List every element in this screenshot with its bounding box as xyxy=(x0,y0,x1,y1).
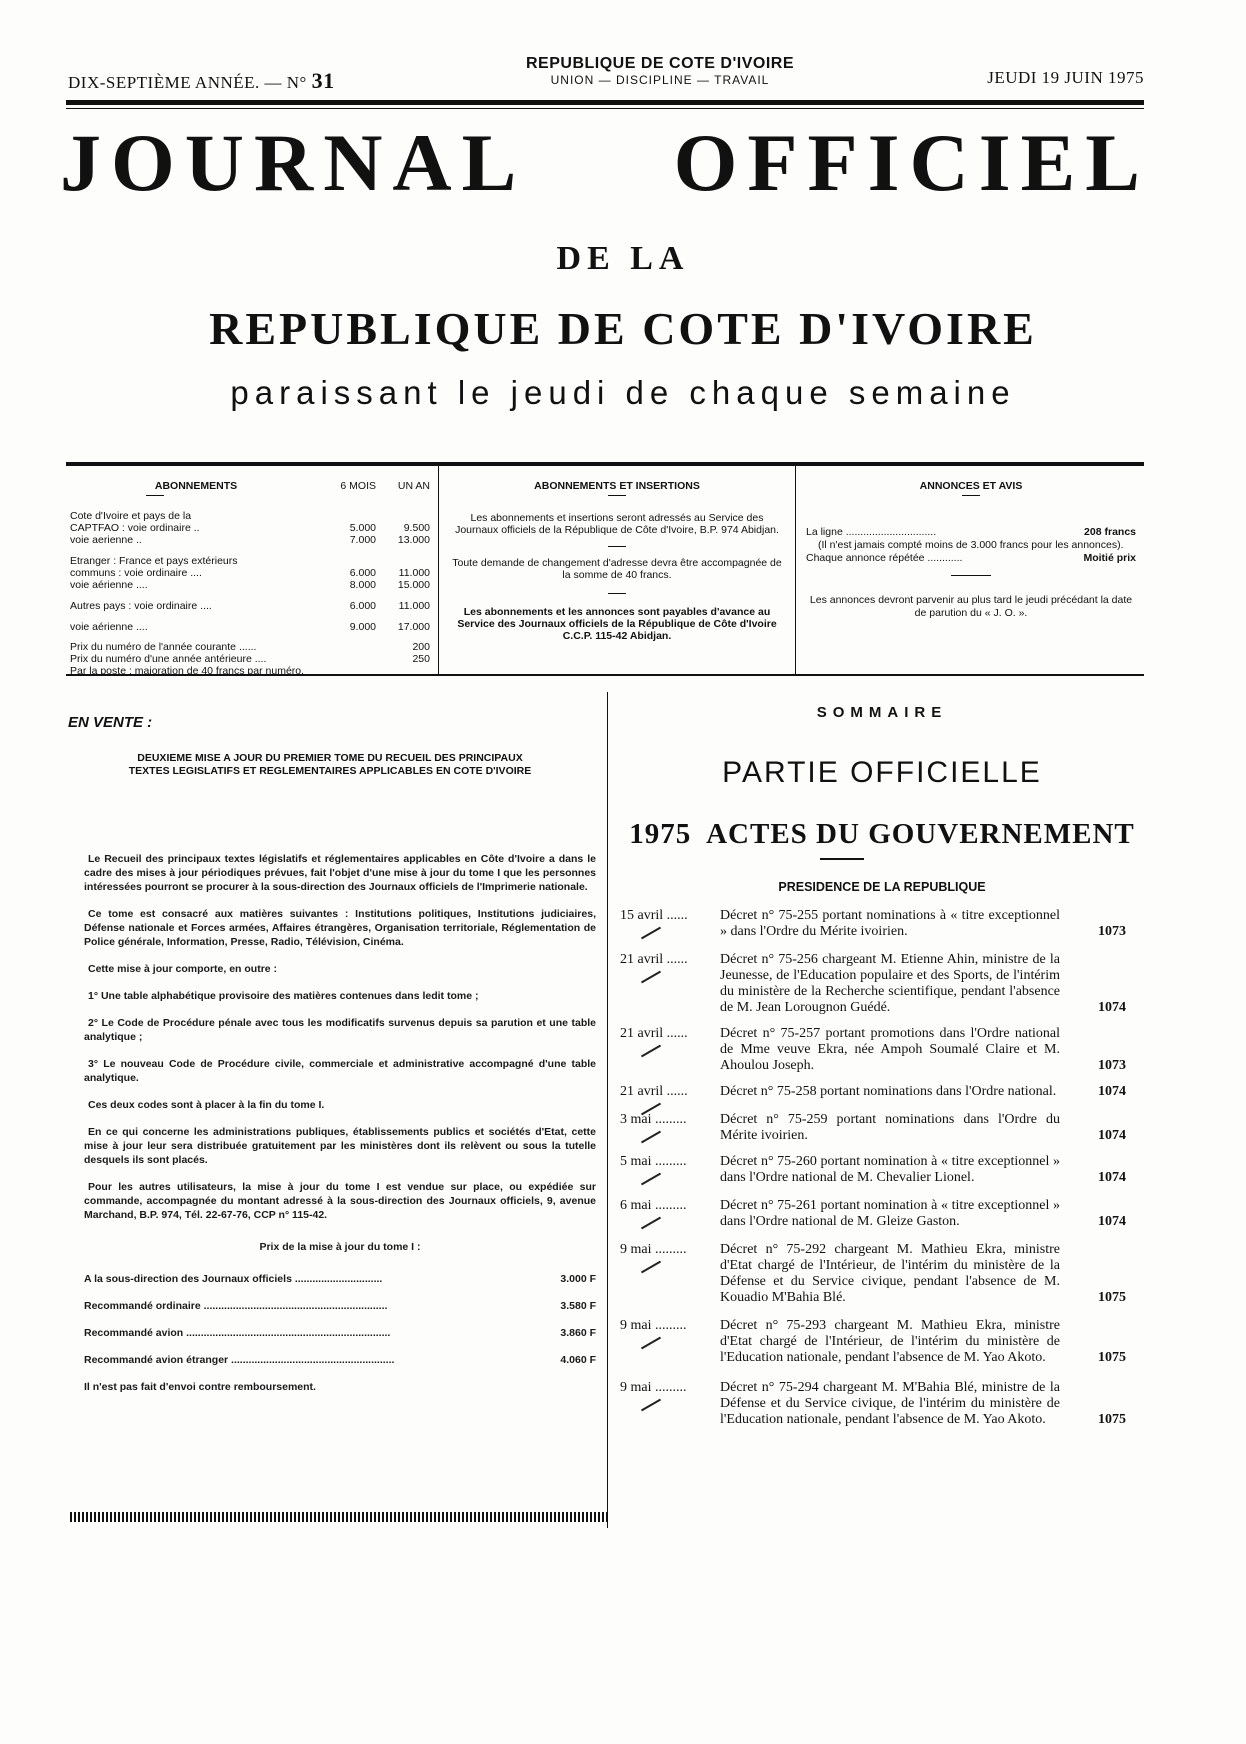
abonnements-rows xyxy=(66,510,434,633)
numero-price-value: 250 xyxy=(412,653,430,665)
abonnement-6mois: 6.000 xyxy=(349,600,376,612)
insertions-sep-2 xyxy=(608,593,626,594)
sommaire-entries xyxy=(620,908,1130,1428)
sommaire-entry xyxy=(620,1026,1130,1074)
entry-text: Décret n° 75-261 portant nomination à « titre exceptionnel » dans l'Ordre national de M. Gleize Gaston. xyxy=(720,1198,1060,1229)
entry-page: 1074 xyxy=(1098,1128,1126,1143)
en-vente-heading: DEUXIEME MISE A JOUR DU PREMIER TOME DU RECUEIL DES PRINCIPAUX TEXTES LEGISLATIFS ET REGLEMENTAIRES APPLICABLES EN COTE D'IVOIRE xyxy=(128,752,532,777)
vente-paragraph: Le Recueil des principaux textes législatifs et réglementaires applicables en Côte d'Ivoire a dans le cadre des mises à jour périodiques prévues, fait l'objet d'une mise à jour du tome I que les personnes intéressées pourront se procurer à la sous-direction des Journaux officiels de l'Imprimerie nationale. xyxy=(84,853,596,893)
entry-page: 1073 xyxy=(1098,924,1126,939)
vente-price-row xyxy=(84,1353,596,1367)
vente-price-title: Prix de la mise à jour du tome I : xyxy=(259,1241,421,1253)
entry-date: 6 mai ......... xyxy=(620,1198,687,1213)
annonces-sep xyxy=(951,575,991,576)
numero-price-row xyxy=(66,653,434,665)
masthead-title xyxy=(60,117,1150,208)
masthead-de-la: DE LA xyxy=(556,240,690,277)
vente-price-value: 3.860 F xyxy=(560,1327,596,1339)
abonnement-row xyxy=(66,534,434,546)
entry-text: Décret n° 75-293 chargeant M. Mathieu Ekra, ministre d'Etat chargé de l'Intérieur, de l'intérim du ministère de l'Education nationale, pendant l'absence de M. Yao Akoto. xyxy=(720,1318,1060,1365)
entry-page: 1075 xyxy=(1098,1290,1126,1305)
insertions-sep-1 xyxy=(608,546,626,547)
sommaire-entry xyxy=(620,1198,1130,1230)
abonnement-row xyxy=(66,579,434,591)
vente-paragraph: Pour les autres utilisateurs, la mise à jour du tome I est vendue sur place, ou expédiée sur commande, accompagnée du montant adressé à la sous-direction des Journaux officiels, 9, avenue Marchand, B.P. 974, Tél. 22-67-76, CCP n° 115-42. xyxy=(84,1181,596,1221)
abonnement-label: Cote d'Ivoire et pays de la xyxy=(70,510,192,522)
insertions-column xyxy=(438,466,796,674)
insertions-title-rule xyxy=(608,495,626,496)
abonnement-row xyxy=(66,567,434,579)
abonnement-un-an: 11.000 xyxy=(398,567,430,579)
vente-paragraph: 2° Le Code de Procédure pénale avec tous les modificatifs survenus depuis sa parution et une table analytique ; xyxy=(84,1017,596,1043)
masthead-word-officiel: OFFICIEL xyxy=(673,117,1150,208)
insertions-address: Les abonnements et insertions seront adressés au Service des Journaux officiels de la République de Côte d'Ivoire, B.P. 974 Abidjan. xyxy=(455,512,779,536)
masthead-republique: REPUBLIQUE DE COTE D'IVOIRE xyxy=(209,303,1037,354)
entry-date: 21 avril ...... xyxy=(620,1084,688,1099)
abonnement-row xyxy=(66,600,434,612)
numero-price-value: 200 xyxy=(412,641,430,653)
abonnement-6mois: 5.000 xyxy=(349,522,376,534)
edition-label: DIX-SEPTIÈME ANNÉE. — N° xyxy=(68,73,307,92)
annonces-repete-label: Chaque annonce répétée ............ xyxy=(806,552,963,564)
abonnement-6mois: 7.000 xyxy=(349,534,376,546)
entry-text: Décret n° 75-259 portant nominations dans l'Ordre du Mérite ivoirien. xyxy=(720,1112,1060,1143)
header-rule xyxy=(66,100,1144,105)
masthead-word-journal: JOURNAL xyxy=(60,117,527,208)
annonces-ligne-label: La ligne ............................... xyxy=(806,526,937,538)
republic-motto: UNION — DISCIPLINE — TRAVAIL xyxy=(550,73,770,87)
entry-page: 1073 xyxy=(1098,1058,1126,1073)
annonces-ligne-value: 208 francs xyxy=(1084,526,1136,538)
actes-title: ACTES DU GOUVERNEMENT xyxy=(706,818,1135,850)
entry-date: 9 mai ......... xyxy=(620,1318,687,1333)
annonces-ligne xyxy=(798,526,1144,539)
header-rule-thin xyxy=(66,108,1144,109)
entry-text: Décret n° 75-260 portant nomination à « titre exceptionnel » dans l'Ordre national de M. Chevalier Lionel. xyxy=(720,1154,1060,1185)
entry-page: 1074 xyxy=(1098,1214,1126,1229)
entry-page: 1075 xyxy=(1098,1350,1126,1365)
sommaire-entry xyxy=(620,1154,1130,1186)
abonnement-label: communs : voie ordinaire .... xyxy=(70,567,202,579)
abonnement-row xyxy=(66,510,434,522)
en-vente-title: EN VENTE : xyxy=(68,714,153,731)
entry-text: Décret n° 75-256 chargeant M. Etienne Ahin, ministre de la Jeunesse, de l'Education populaire et des Sports, de l'intérim du ministère de la Recherche scientifique, pendant l'absence de M. Jean Lorougnon Guédé. xyxy=(720,952,1060,1015)
vente-paragraph: 1° Une table alphabétique provisoire des matières contenues dans ledit tome ; xyxy=(88,990,479,1002)
vente-note: Il n'est pas fait d'envoi contre remboursement. xyxy=(84,1381,316,1393)
en-vente-body xyxy=(84,852,596,1394)
entry-date: 9 mai ......... xyxy=(620,1242,687,1257)
abonnement-row xyxy=(66,555,434,567)
vente-paragraph: Ces deux codes sont à placer à la fin du tome I. xyxy=(88,1099,325,1111)
vente-price-label: A la sous-direction des Journaux officiels .............................. xyxy=(84,1273,383,1285)
entry-date: 21 avril ...... xyxy=(620,952,688,967)
col-un-an: UN AN xyxy=(397,480,430,492)
issue-number: 31 xyxy=(311,68,335,93)
abonnements-prices xyxy=(66,641,434,677)
abonnement-un-an: 11.000 xyxy=(398,600,430,612)
vente-paragraph: En ce qui concerne les administrations publiques, établissements publics et sociétés d'Etat, cette mise à jour leur sera distribuée gratuitement par les ministères dont ils relèvent ou sous la tutelle desquels ils sont placés. xyxy=(84,1126,596,1166)
entry-date: 21 avril ...... xyxy=(620,1026,688,1041)
vente-price-value: 4.060 F xyxy=(560,1354,596,1366)
abonnement-6mois xyxy=(326,510,376,522)
abonnement-label: voie aérienne .... xyxy=(70,579,148,591)
abonnement-un-an: 9.500 xyxy=(403,522,430,534)
actes-underline xyxy=(820,858,864,860)
vente-price-label: Recommandé avion étranger ........................................................ xyxy=(84,1354,395,1366)
annonces-ligne-note: (Il n'est jamais compté moins de 3.000 francs pour les annonces). xyxy=(818,539,1124,551)
annonces-title: ANNONCES ET AVIS xyxy=(919,480,1023,492)
entry-text: Décret n° 75-255 portant nominations à « titre exceptionnel » dans l'Ordre du Mérite ivoirien. xyxy=(720,908,1060,939)
abonnements-column xyxy=(66,466,434,677)
sommaire-entry xyxy=(620,1318,1130,1366)
entry-text: Décret n° 75-292 chargeant M. Mathieu Ekra, ministre d'Etat chargé de l'Intérieur, de l'intérim du ministère de la Défense et du Service civique, pendant l'absence de M. Kouadio M'Bahia Blé. xyxy=(720,1242,1060,1305)
vente-price-list xyxy=(84,1272,596,1367)
entry-text: Décret n° 75-294 chargeant M. M'Bahia Blé, ministre de la Défense et du Service civique, de l'intérim du ministère de l'Education nationale, pendant l'absence de M. Yao Akoto. xyxy=(720,1380,1060,1427)
entry-page: 1075 xyxy=(1098,1412,1126,1427)
vente-paragraph: 3° Le nouveau Code de Procédure civile, commerciale et administrative accompagné d'une table analytique. xyxy=(84,1058,596,1084)
annonces-repete-value: Moitié prix xyxy=(1083,552,1136,564)
abonnement-6mois: 8.000 xyxy=(349,579,376,591)
insertions-title: ABONNEMENTS ET INSERTIONS xyxy=(534,480,700,492)
vente-price-row xyxy=(84,1272,596,1286)
entry-page: 1074 xyxy=(1098,1170,1126,1185)
entry-date: 15 avril ...... xyxy=(620,908,688,923)
issue-date: JEUDI 19 JUIN 1975 xyxy=(987,68,1144,87)
vente-price-row xyxy=(84,1326,596,1340)
abonnement-un-an: 15.000 xyxy=(397,579,430,591)
sommaire-entry xyxy=(620,1084,1130,1100)
numero-price-label: Prix du numéro d'une année antérieure .... xyxy=(70,653,267,665)
abonnement-un-an: 13.000 xyxy=(397,534,430,546)
numero-price-row xyxy=(66,665,434,677)
presidence-heading: PRESIDENCE DE LA REPUBLIQUE xyxy=(778,880,986,894)
sommaire-entry xyxy=(620,1242,1130,1306)
actes-heading xyxy=(620,818,1144,851)
sommaire-entry xyxy=(620,908,1130,940)
republic-name: REPUBLIQUE DE COTE D'IVOIRE xyxy=(526,55,794,72)
abonnements-title: ABONNEMENTS xyxy=(154,480,238,492)
vente-price-label: Recommandé avion ...................................................................... xyxy=(84,1327,391,1339)
sommaire-entry xyxy=(620,1112,1130,1144)
abonnement-un-an xyxy=(376,555,434,567)
entry-date: 3 mai ......... xyxy=(620,1112,687,1127)
vente-price-row xyxy=(84,1299,596,1313)
numero-price-label: Prix du numéro de l'année courante ...... xyxy=(70,641,257,653)
abonnement-label: Etranger : France et pays extérieurs xyxy=(70,555,238,567)
decorative-barcode-rule xyxy=(70,1512,610,1522)
abonnements-header xyxy=(66,480,434,492)
abonnement-6mois: 6.000 xyxy=(349,567,376,579)
entry-text: Décret n° 75-257 portant promotions dans l'Ordre national de Mme veuve Ekra, née Ampoh Soumalé Claire et M. Ahoulou Joseph. xyxy=(720,1026,1060,1073)
republic-header xyxy=(480,55,840,87)
insertions-payment: Les abonnements et les annonces sont payables d'avance au Service des Journaux officiels de la République de Côte d'Ivoire C.C.P. 115-42 Abidjan. xyxy=(457,606,777,642)
insertions-change-address: Toute demande de changement d'adresse devra être accompagnée de la somme de 40 francs. xyxy=(452,557,782,581)
annonces-delai: Les annonces devront parvenir au plus tard le jeudi précédant la date de parution du « J. O. ». xyxy=(809,594,1133,619)
vente-paragraph: Cette mise à jour comporte, en outre : xyxy=(88,963,278,975)
annonces-column xyxy=(798,466,1144,674)
numero-price-row xyxy=(66,641,434,653)
abonnement-row xyxy=(66,621,434,633)
vente-price-label: Recommandé ordinaire ............................................................... xyxy=(84,1300,388,1312)
annonces-repete xyxy=(798,552,1144,565)
abonnement-6mois: 9.000 xyxy=(349,621,376,633)
sommaire-title: SOMMAIRE xyxy=(816,704,948,721)
abonnements-title-rule xyxy=(146,495,164,496)
subscription-info-box xyxy=(66,462,1144,676)
masthead-tagline: paraissant le jeudi de chaque semaine xyxy=(230,374,1016,411)
numero-price-value xyxy=(376,665,434,677)
edition-info xyxy=(68,68,335,94)
entry-text: Décret n° 75-258 portant nominations dans l'Ordre national. xyxy=(720,1084,1057,1099)
entry-page: 1074 xyxy=(1098,1084,1126,1099)
entry-date: 9 mai ......... xyxy=(620,1380,687,1395)
column-divider xyxy=(607,692,608,1528)
col-6mois: 6 MOIS xyxy=(340,480,376,492)
abonnement-label: Autres pays : voie ordinaire .... xyxy=(70,600,212,612)
vente-price-value: 3.000 F xyxy=(560,1273,596,1285)
entry-page: 1074 xyxy=(1098,1000,1126,1015)
vente-price-value: 3.580 F xyxy=(560,1300,596,1312)
abonnement-un-an xyxy=(376,510,434,522)
abonnement-label: CAPTFAO : voie ordinaire .. xyxy=(70,522,200,534)
abonnement-label: voie aérienne .... xyxy=(70,621,148,633)
sommaire-entry xyxy=(620,1380,1130,1428)
abonnement-label: voie aerienne .. xyxy=(70,534,142,546)
partie-officielle: PARTIE OFFICIELLE xyxy=(722,756,1042,789)
abonnement-row xyxy=(66,522,434,534)
abonnement-un-an: 17.000 xyxy=(397,621,430,633)
actes-year: 1975 xyxy=(629,818,692,850)
abonnement-6mois xyxy=(326,555,376,567)
entry-date: 5 mai ......... xyxy=(620,1154,687,1169)
numero-price-label: Par la poste : majoration de 40 francs par numéro. xyxy=(70,665,305,677)
sommaire-entry xyxy=(620,952,1130,1016)
vente-paragraph: Ce tome est consacré aux matières suivantes : Institutions politiques, Institutions judiciaires, Défense nationale et Forces armées, Affaires étrangères, Organisation territoriale, Réglementation de Police générale, Information, Presse, Radio, Télévision, Cinéma. xyxy=(84,908,596,948)
